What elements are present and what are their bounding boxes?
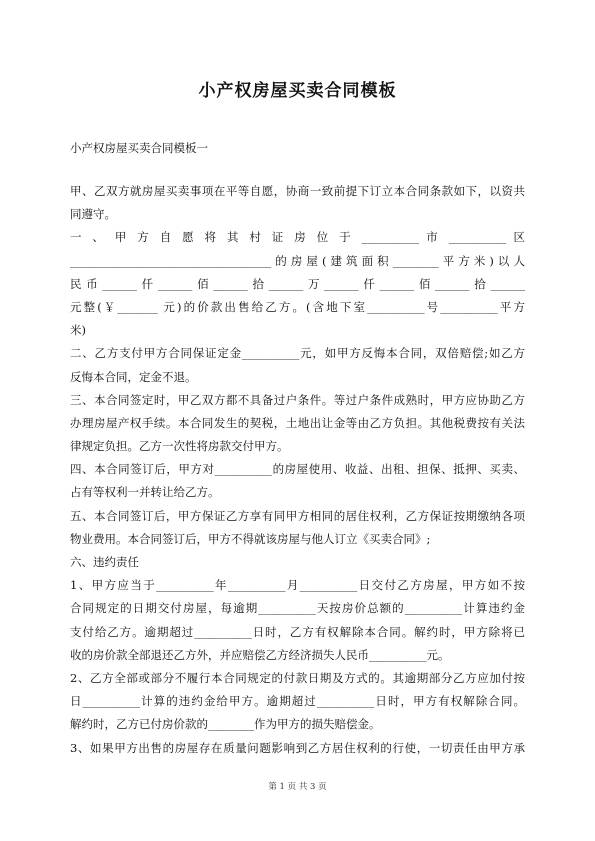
document-title: 小产权房屋买卖合同模板 [198,81,397,101]
text-line: 五、本合同签订后，甲方保证乙方享有同甲方相同的居住权利，乙方保证按期缴纳各项 [70,508,525,523]
text-line: 米) [70,323,86,338]
page-number-footer: 第 1 页 共 3 页 [268,782,327,792]
text-line: 一 、 甲 方 自 愿 将 其 村 证 房 位 于 __________ 市 __________ 区 [70,230,525,245]
text-line: 三、本合同签定时，甲乙双方都不具备过户条件。等过户条件成熟时，甲方应协助乙方 [70,392,525,407]
text-line: 律规定负担。乙方一次性将房款交付甲方。 [70,439,289,454]
text-line: ___________________________________的房屋(建筑面积________平方米)以人 [70,253,525,268]
text-line: 元整(￥_______ 元)的价款出售给乙方。(含地下室__________号__________平方 [70,299,525,314]
text-line: 占有等权利一并转让给乙方。 [70,485,220,500]
text-line: 收的房价款全部退还乙方外，并应赔偿乙方经济损失人民币__________元。 [70,647,450,662]
text-line: 同遵守。 [70,207,116,222]
text-line: 六、违约责任 [70,555,139,569]
document-body [70,180,525,760]
text-line: 2、乙方全部或部分不履行本合同规定的付款日期及方式的。其逾期部分乙方应加付按 [70,670,525,685]
text-line: 反悔本合同，定金不退。 [70,369,197,384]
text-line: 办理房屋产权手续。本合同发生的契税，土地出让金等由乙方负担。其他税费按有关法 [70,415,525,430]
text-line: 3、如果甲方出售的房屋存在质量问题影响到乙方居住权利的行使，一切责任由甲方承 [70,740,525,755]
document-subtitle: 小产权房屋买卖合同模板一 [70,141,208,155]
text-line: 支付给乙方。逾期超过__________日时，乙方有权解除本合同。解约时，甲方除将已 [70,624,525,639]
text-line: 甲、乙双方就房屋买卖事项在平等自愿，协商一致前提下订立本合同条款如下，以资共 [70,184,525,198]
text-line: 日__________计算的违约金给甲方。逾期超过__________日时，甲方有权解除合同。 [70,694,525,709]
text-line: 二、乙方支付甲方合同保证定金__________元，如甲方反悔本合同，双倍赔偿;如乙方 [70,346,525,361]
text-line: 民币______仟______佰______拾______万______仟______佰______拾______ [70,276,525,291]
text-line: 解约时，乙方已付房价款的________作为甲方的损失赔偿金。 [70,717,381,732]
text-line: 合同规定的日期交付房屋，每逾期__________天按房价总额的__________计算违约金 [70,601,525,616]
text-line: 四、本合同签订后，甲方对__________的房屋使用、收益、出租、担保、抵押、买卖、 [70,462,525,477]
text-line: 物业费用。本合同签订后，甲方不得就该房屋与他人订立《买卖合同》; [70,531,431,546]
text-line: 1、甲方应当于__________年__________月__________日交付乙方房屋，甲方如不按 [70,578,525,593]
